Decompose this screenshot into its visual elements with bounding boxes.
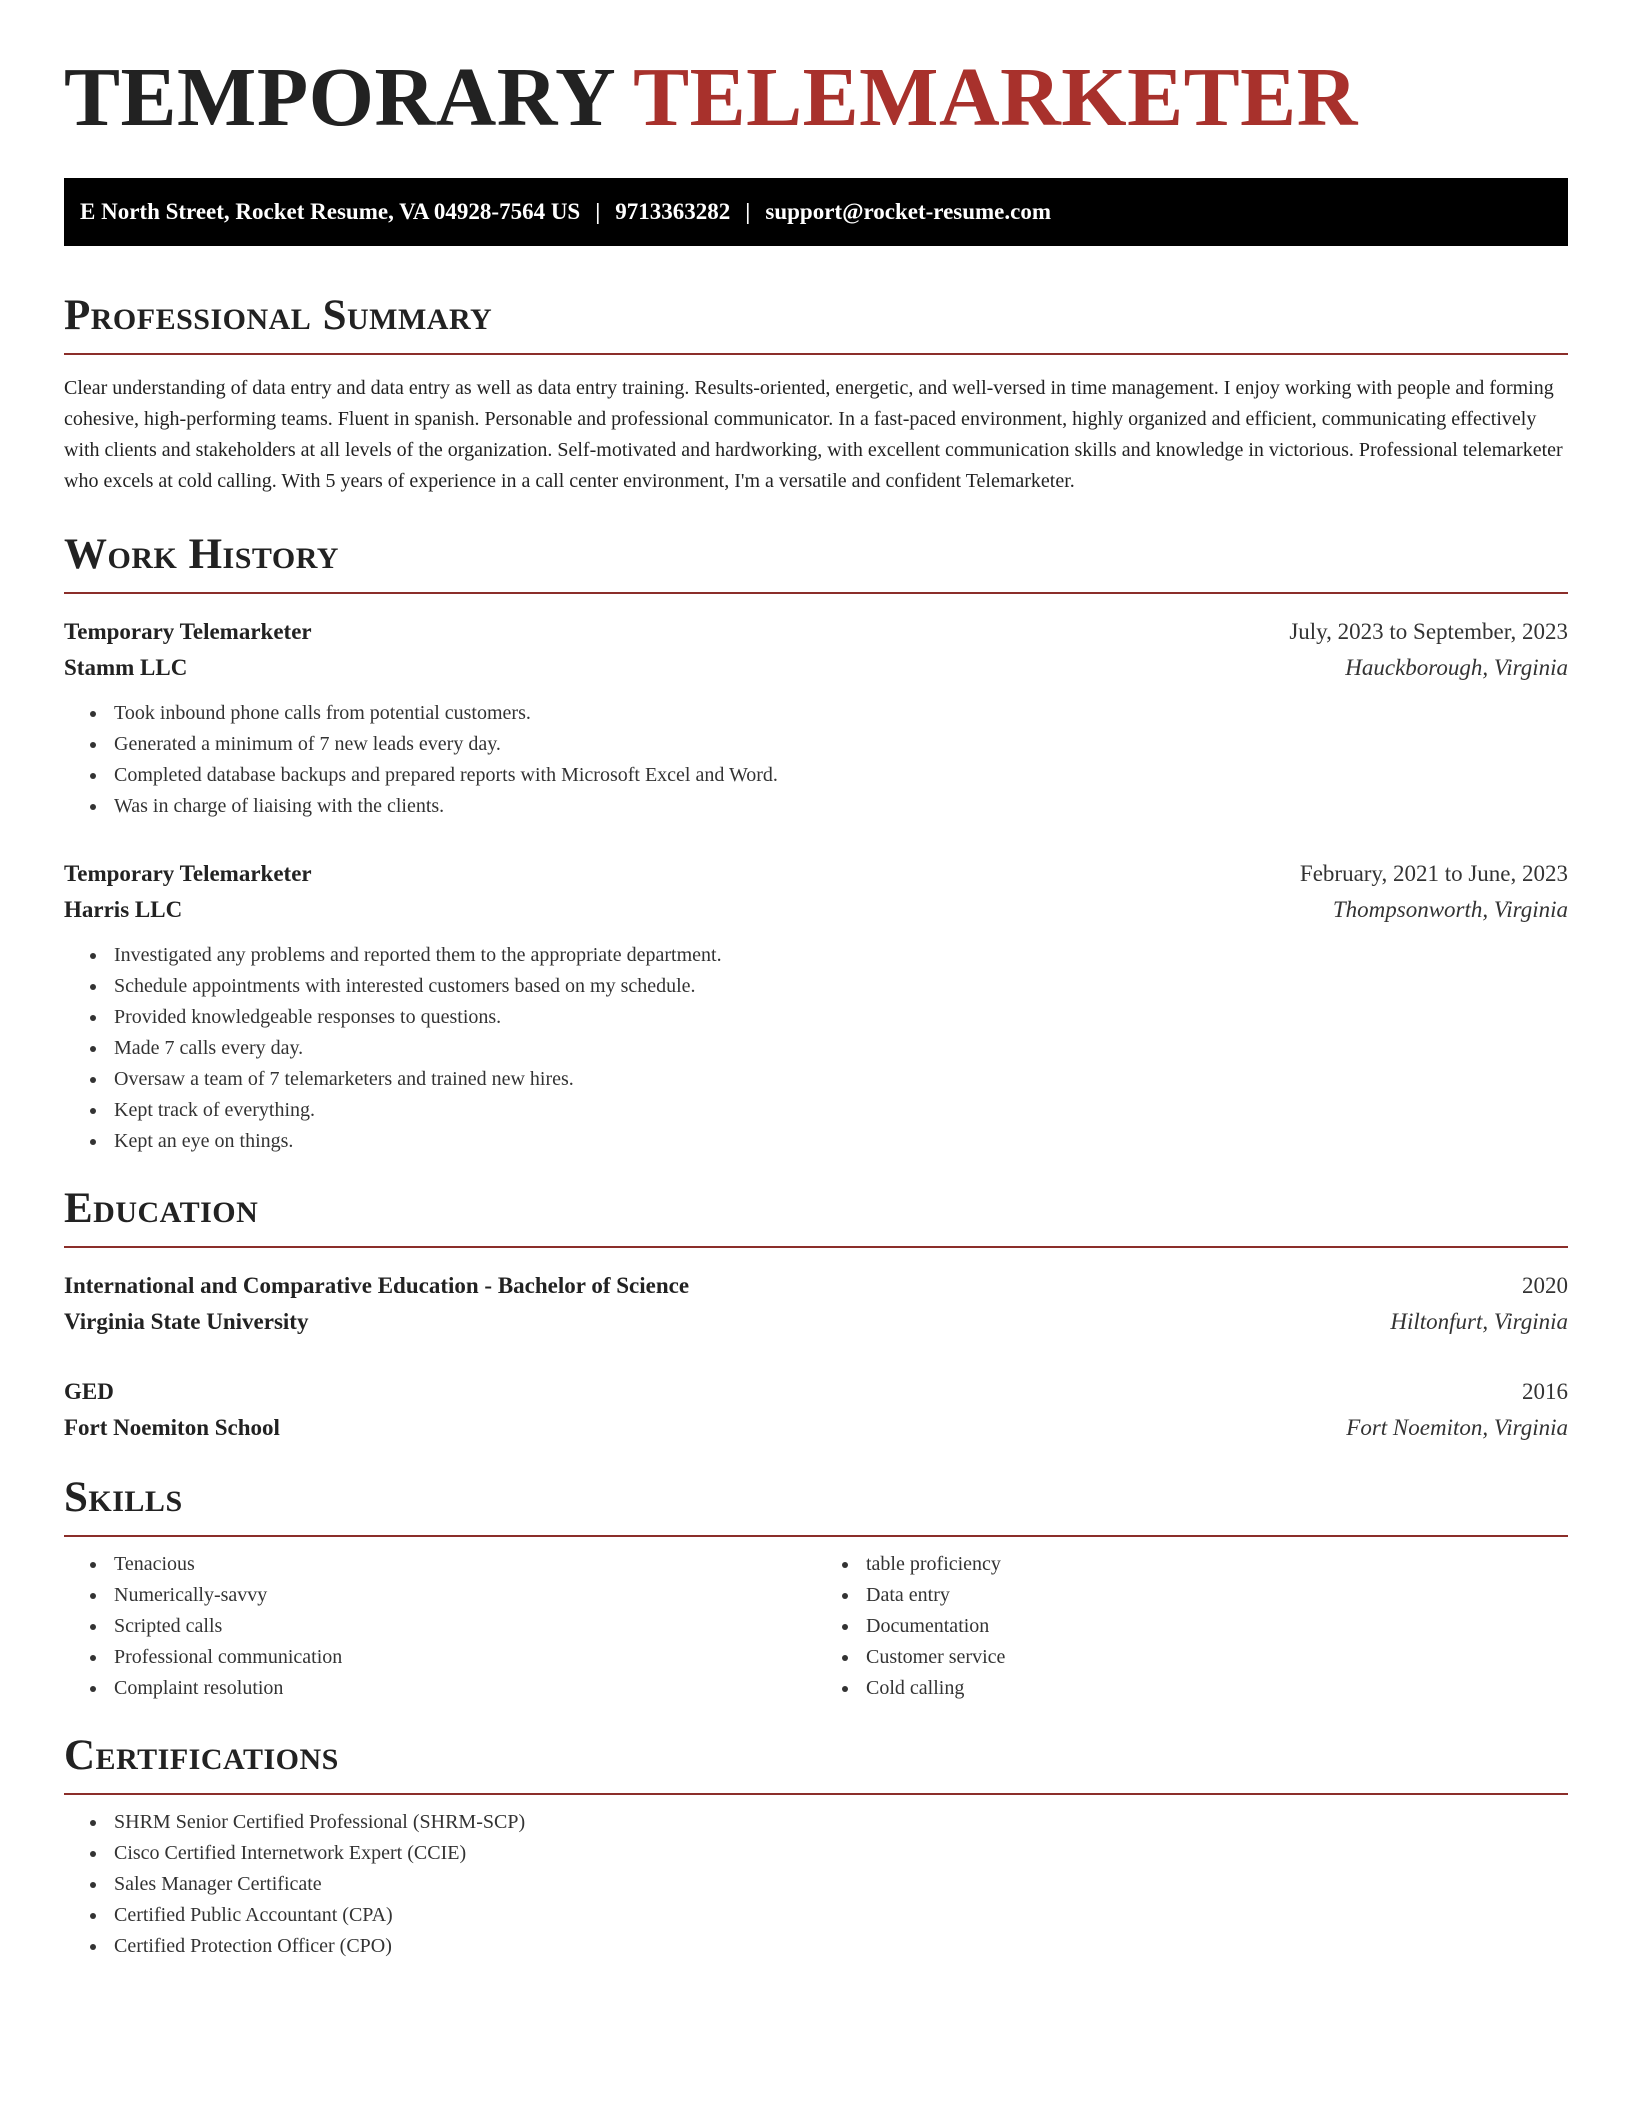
job-dates: July, 2023 to September, 2023 [1289, 619, 1568, 644]
section-divider [64, 353, 1568, 355]
contact-address: E North Street, Rocket Resume, VA 04928-7564 US [80, 199, 581, 224]
job-location: Hauckborough, Virginia [1345, 655, 1568, 680]
section-divider [64, 592, 1568, 594]
summary-text: Clear understanding of data entry and data entry as well as data entry training. Results-oriented, energetic, and well-versed in time management. I enjoy working with people and forming cohesive, high-performing teams. Fluent in spanish. Personable and professional communicator. In a fast-paced environment, highly organized and efficient, communicating effectively with clients and stakeholders at all levels of the organization. Self-motivated and hardworking, with excellent communication skills and knowledge in victorious. Professional telemarketer who excels at cold calling. With 5 years of experience in a call center environment, I'm a versatile and confident Telemarketer. [64, 377, 1563, 492]
education-school-row [64, 1410, 1568, 1446]
education-section [64, 1187, 1568, 1446]
list-item: • Schedule appointments with interested customers based on my schedule. [108, 971, 1568, 1002]
summary-heading: Professional Summary [64, 292, 493, 339]
name-heading [64, 0, 1568, 144]
contact-separator: | [745, 199, 751, 224]
contact-bar [64, 178, 1568, 246]
list-item: • Numerically-savvy [108, 1580, 816, 1611]
section-divider [64, 1246, 1568, 1248]
list-item: • Provided knowledgeable responses to questions. [108, 1002, 1568, 1033]
job-position: Temporary Telemarketer [64, 619, 312, 644]
list-item: • SHRM Senior Certified Professional (SHRM-SCP) [108, 1807, 1568, 1838]
list-item: • Completed database backups and prepared reports with Microsoft Excel and Word. [108, 760, 1568, 791]
contact-email: support@rocket-resume.com [765, 199, 1052, 224]
education-location: Hiltonfurt, Virginia [1390, 1309, 1568, 1334]
work-history-section [64, 533, 1568, 1157]
list-item: • Data entry [860, 1580, 1568, 1611]
job-entry [64, 856, 1568, 1157]
education-degree: International and Comparative Education - Bachelor of Science [64, 1273, 690, 1298]
list-item: • Cisco Certified Internetwork Expert (CCIE) [108, 1838, 1568, 1869]
job-entry [64, 614, 1568, 822]
education-school: Virginia State University [64, 1309, 309, 1334]
list-item: • Investigated any problems and reported them to the appropriate department. [108, 940, 1568, 971]
job-company: Stamm LLC [64, 655, 188, 680]
job-company-row [64, 650, 1568, 686]
skills-section [64, 1476, 1568, 1704]
education-header-row [64, 1374, 1568, 1410]
list-item: • Tenacious [108, 1549, 816, 1580]
skills-heading: Skills [64, 1474, 183, 1521]
list-item: • Oversaw a team of 7 telemarketers and trained new hires. [108, 1064, 1568, 1095]
list-item: • Professional communication [108, 1642, 816, 1673]
skills-column-left [64, 1549, 816, 1704]
section-divider [64, 1793, 1568, 1795]
job-company-row [64, 892, 1568, 928]
education-location: Fort Noemiton, Virginia [1346, 1415, 1568, 1440]
contact-separator: | [595, 199, 601, 224]
job-dates: February, 2021 to June, 2023 [1299, 861, 1568, 886]
certifications-heading: Certifications [64, 1732, 339, 1779]
education-school: Fort Noemiton School [64, 1415, 280, 1440]
skills-list [816, 1549, 1568, 1704]
name-last: TELEMARKETER [633, 51, 1358, 144]
list-item: • Customer service [860, 1642, 1568, 1673]
job-bullets [64, 940, 1568, 1157]
list-item: • Was in charge of liaising with the clients. [108, 791, 1568, 822]
job-location: Thompsonworth, Virginia [1332, 897, 1568, 922]
name-first: TEMPORARY [64, 51, 614, 144]
education-header-row [64, 1268, 1568, 1304]
education-degree: GED [64, 1379, 114, 1404]
skills-list [64, 1549, 816, 1704]
work-history-heading: Work History [64, 531, 339, 578]
job-bullets [64, 698, 1568, 822]
skills-column-right [816, 1549, 1568, 1704]
list-item: • Kept track of everything. [108, 1095, 1568, 1126]
education-year: 2016 [1522, 1379, 1568, 1404]
education-entry [64, 1268, 1568, 1340]
education-entry [64, 1374, 1568, 1446]
list-item: • table proficiency [860, 1549, 1568, 1580]
list-item: • Generated a minimum of 7 new leads every day. [108, 729, 1568, 760]
list-item: • Certified Protection Officer (CPO) [108, 1931, 1568, 1962]
job-position: Temporary Telemarketer [64, 861, 312, 886]
certifications-list [64, 1807, 1568, 1962]
education-heading: Education [64, 1185, 259, 1232]
summary-section [64, 294, 1568, 497]
list-item: • Made 7 calls every day. [108, 1033, 1568, 1064]
certifications-section [64, 1734, 1568, 1962]
section-divider [64, 1535, 1568, 1537]
education-school-row [64, 1304, 1568, 1340]
list-item: • Scripted calls [108, 1611, 816, 1642]
list-item: • Took inbound phone calls from potential customers. [108, 698, 1568, 729]
list-item: • Certified Public Accountant (CPA) [108, 1900, 1568, 1931]
skills-grid [64, 1549, 1568, 1704]
contact-phone: 9713363282 [615, 199, 731, 224]
list-item: • Complaint resolution [108, 1673, 816, 1704]
education-year: 2020 [1522, 1273, 1568, 1298]
list-item: • Documentation [860, 1611, 1568, 1642]
list-item: • Cold calling [860, 1673, 1568, 1704]
list-item: • Sales Manager Certificate [108, 1869, 1568, 1900]
job-header-row [64, 614, 1568, 650]
job-company: Harris LLC [64, 897, 183, 922]
list-item: • Kept an eye on things. [108, 1126, 1568, 1157]
job-header-row [64, 856, 1568, 892]
